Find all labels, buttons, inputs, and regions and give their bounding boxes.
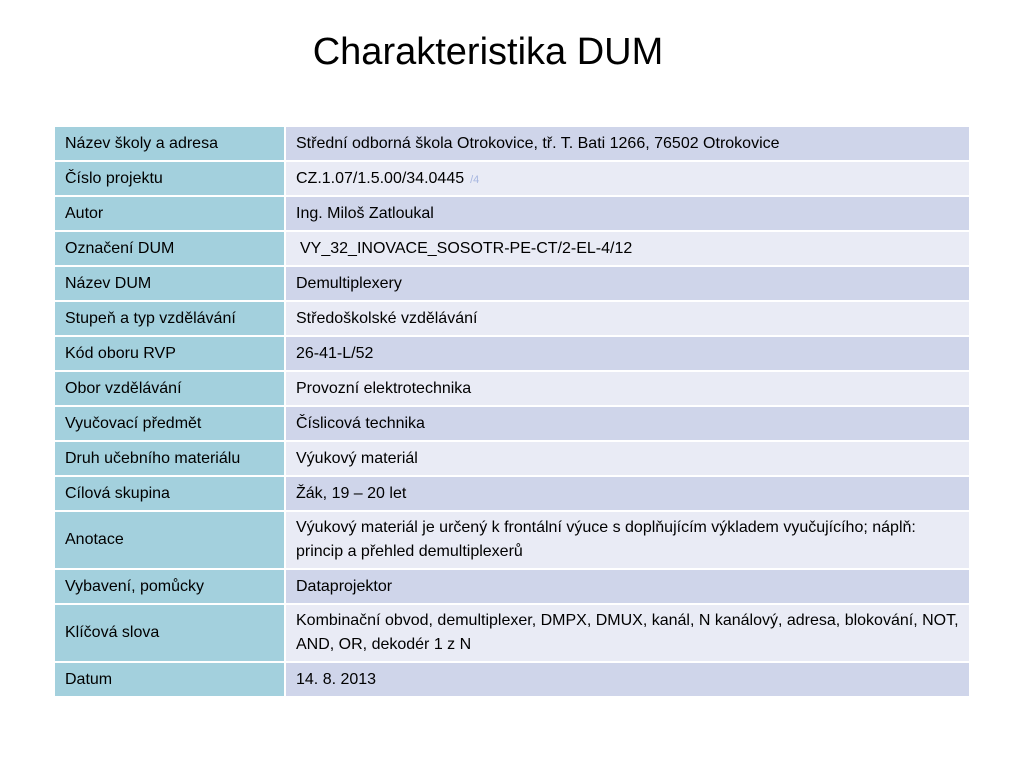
row-value: 26-41-L/52 bbox=[285, 336, 970, 371]
dum-code: VY_32_INOVACE_SOSOTR-PE-CT/2-EL-4/12 bbox=[300, 239, 633, 257]
table-row bbox=[54, 569, 970, 604]
info-table bbox=[53, 125, 971, 698]
row-label: Název DUM bbox=[54, 266, 285, 301]
row-value bbox=[285, 231, 970, 266]
row-label: Označení DUM bbox=[54, 231, 285, 266]
table-row bbox=[54, 662, 970, 697]
row-label: Vyučovací předmět bbox=[54, 406, 285, 441]
row-label: Vybavení, pomůcky bbox=[54, 569, 285, 604]
row-value: Demultiplexery bbox=[285, 266, 970, 301]
table-row bbox=[54, 604, 970, 662]
row-value: Ing. Miloš Zatloukal bbox=[285, 196, 970, 231]
table-row bbox=[54, 266, 970, 301]
row-value: 14. 8. 2013 bbox=[285, 662, 970, 697]
row-value: Číslicová technika bbox=[285, 406, 970, 441]
table-row bbox=[54, 336, 970, 371]
row-label: Název školy a adresa bbox=[54, 126, 285, 161]
row-value: Středoškolské vzdělávání bbox=[285, 301, 970, 336]
row-label: Klíčová slova bbox=[54, 604, 285, 662]
row-value: Provozní elektrotechnika bbox=[285, 371, 970, 406]
table-row bbox=[54, 301, 970, 336]
row-label: Datum bbox=[54, 662, 285, 697]
row-label: Druh učebního materiálu bbox=[54, 441, 285, 476]
row-label: Autor bbox=[54, 196, 285, 231]
table-row bbox=[54, 126, 970, 161]
row-label: Stupeň a typ vzdělávání bbox=[54, 301, 285, 336]
row-value bbox=[285, 161, 970, 196]
table-row bbox=[54, 441, 970, 476]
table-row bbox=[54, 476, 970, 511]
row-label: Kód oboru RVP bbox=[54, 336, 285, 371]
faint-mark: /4 bbox=[470, 173, 480, 186]
row-label: Anotace bbox=[54, 511, 285, 569]
row-value: Kombinační obvod, demultiplexer, DMPX, DMUX, kanál, N kanálový, adresa, blokování, NOT, AND, OR, dekodér 1 z N bbox=[285, 604, 970, 662]
table-row bbox=[54, 371, 970, 406]
row-value: Žák, 19 – 20 let bbox=[285, 476, 970, 511]
table-row bbox=[54, 406, 970, 441]
slide-title: Charakteristika DUM bbox=[312, 31, 664, 73]
row-value: Výukový materiál je určený k frontální výuce s doplňujícím výkladem vyučujícího; náplň: princip a přehled demultiplexerů bbox=[285, 511, 970, 569]
row-value: Dataprojektor bbox=[285, 569, 970, 604]
table-row bbox=[54, 196, 970, 231]
table-row bbox=[54, 231, 970, 266]
row-label: Cílová skupina bbox=[54, 476, 285, 511]
table-row bbox=[54, 511, 970, 569]
row-label: Číslo projektu bbox=[54, 161, 285, 196]
row-value: Střední odborná škola Otrokovice, tř. T. Bati 1266, 76502 Otrokovice bbox=[285, 126, 970, 161]
row-value: Výukový materiál bbox=[285, 441, 970, 476]
row-label: Obor vzdělávání bbox=[54, 371, 285, 406]
table-row bbox=[54, 161, 970, 196]
project-number: CZ.1.07/1.5.00/34.0445 bbox=[296, 169, 465, 187]
